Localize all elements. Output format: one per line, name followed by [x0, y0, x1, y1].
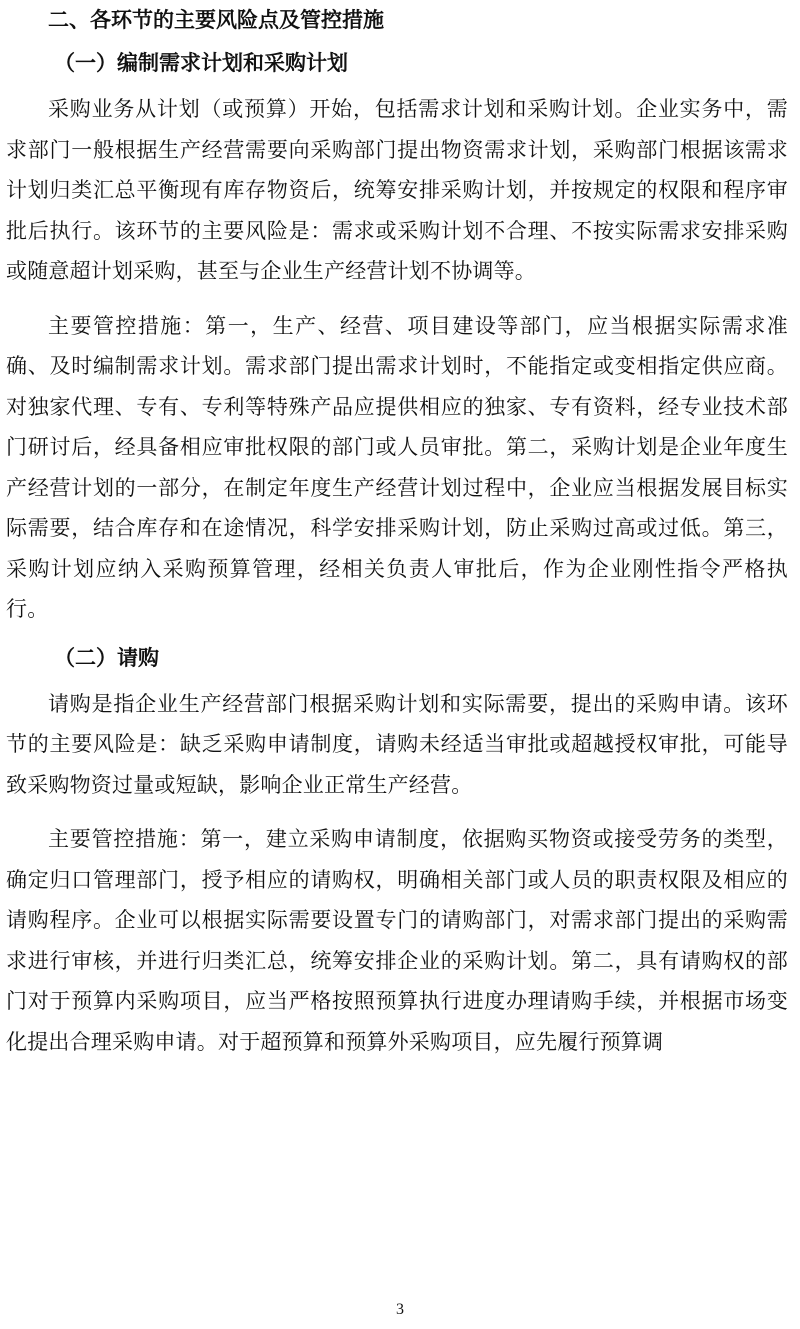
subsection-1-paragraph-1: 采购业务从计划（或预算）开始，包括需求计划和采购计划。企业实务中，需求部门一般根据生产经营需要向采购部门提出物资需求计划，采购部门根据该需求计划归类汇总平衡现有库存物资后，统筹安排采购计划，并按规定的权限和程序审批后执行。该环节的主要风险是：需求或采购计划不合理、不按实际需求安排采购或随意超计划采购，甚至与企业生产经营计划不协调等。 [6, 97, 788, 283]
page-number: 3 [396, 1301, 404, 1318]
document-body [6, 0, 788, 1062]
subsection-2-paragraph-2: 主要管控措施：第一，建立采购申请制度，依据购买物资或接受劳务的类型，确定归口管理部门，授予相应的请购权，明确相关部门或人员的职责权限及相应的请购程序。企业可以根据实际需要设置专门的请购部门，对需求部门提出的采购需求进行审核，并进行归类汇总，统筹安排企业的采购计划。第二，具有请购权的部门对于预算内采购项目，应当严格按照预算执行进度办理请购手续，并根据市场变化提出合理采购申请。对于超预算和预算外采购项目，应先履行预算调 [6, 827, 788, 1054]
subsection-1-paragraph-2: 主要管控措施：第一，生产、经营、项目建设等部门，应当根据实际需求准确、及时编制需求计划。需求部门提出需求计划时，不能指定或变相指定供应商。对独家代理、专有、专利等特殊产品应提供相应的独家、专有资料，经专业技术部门研讨后，经具备相应审批权限的部门或人员审批。第二，采购计划是企业年度生产经营计划的一部分，在制定年度生产经营计划过程中，企业应当根据发展目标实际需要，结合库存和在途情况，科学安排采购计划，防止采购过高或过低。第三，采购计划应纳入采购预算管理，经相关负责人审批后，作为企业刚性指令严格执行。 [6, 313, 788, 621]
section-heading: 二、各环节的主要风险点及管控措施 [48, 7, 384, 32]
subsection-1-title: （一）编制需求计划和采购计划 [54, 50, 348, 75]
subsection-2-paragraph-1: 请购是指企业生产经营部门根据采购计划和实际需要，提出的采购申请。该环节的主要风险是：缺乏采购申请制度，请购未经适当审批或超越授权审批，可能导致采购物资过量或短缺，影响企业正常生产经营。 [6, 691, 788, 797]
subsection-2-title: （二）请购 [54, 644, 159, 670]
